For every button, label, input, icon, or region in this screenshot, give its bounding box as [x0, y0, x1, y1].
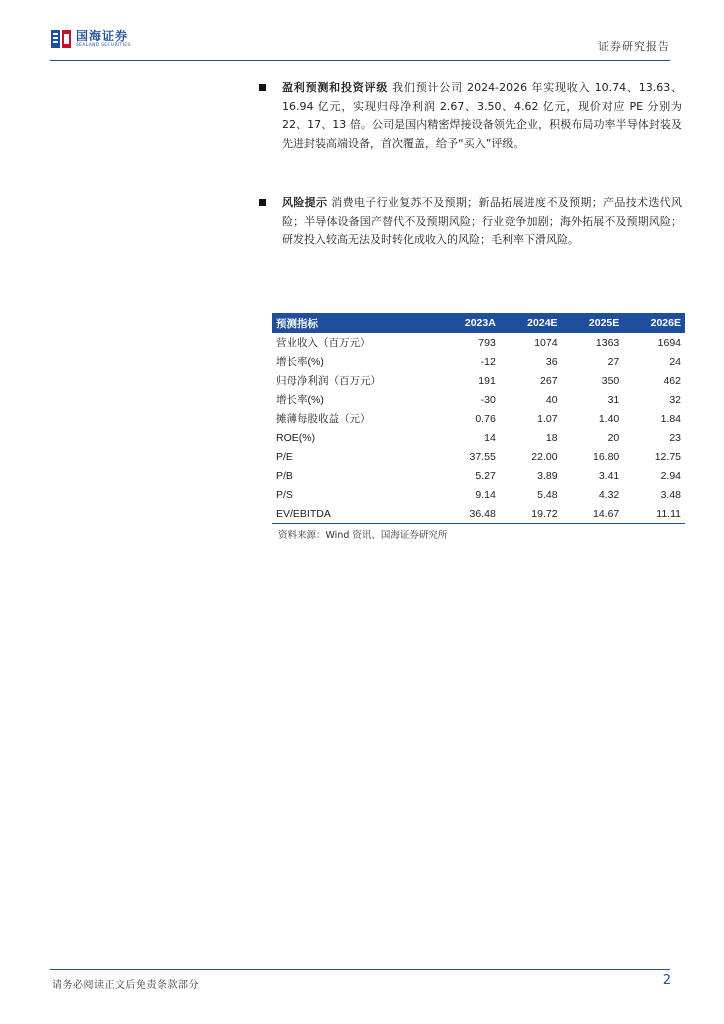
- table-cell: 3.89: [537, 469, 558, 482]
- table-cell: 22.00: [531, 450, 558, 463]
- table-row: [272, 504, 685, 524]
- table-row: [272, 352, 685, 371]
- table-cell: 11.11: [623, 504, 685, 524]
- table-cell: 36.48: [437, 504, 500, 524]
- table-row: [272, 390, 685, 409]
- header-divider: [50, 60, 670, 61]
- table-cell: 2.94: [660, 469, 681, 482]
- table-cell: 350: [601, 374, 620, 387]
- table-row: [272, 428, 685, 447]
- table-cell: 5.48: [537, 488, 558, 501]
- table-header-cell: 2023A: [437, 313, 500, 333]
- table-cell: 9.14: [475, 488, 496, 501]
- table-cell: 24: [669, 355, 681, 368]
- rating-heading: 盈利预测和投资评级: [282, 81, 389, 94]
- row-label: 增长率(%): [276, 356, 324, 368]
- table-cell: 1694: [657, 336, 681, 349]
- table-header-cell: 2026E: [623, 313, 685, 333]
- table-cell: 18: [545, 431, 558, 444]
- table-cell: 267: [540, 374, 558, 387]
- row-label: P/E: [276, 450, 293, 463]
- rating-text: 我们预计公司 2024-2026 年实现收入 10.74、13.63、16.94 亿元，实现归母净利润 2.67、3.50、4.62 亿元，现价对应 PE 分别为 22、17、13 倍。公司是国内精密焊接设备领先企业，积极布局功率半导体封装及先进封装高端设备，首次覆盖，给予“买入”评级。: [282, 81, 682, 150]
- page-number: 2: [662, 973, 671, 988]
- table-cell: 3.41: [598, 469, 620, 482]
- table-header-cell: 预测指标: [272, 313, 437, 333]
- table-cell: 36: [545, 355, 558, 368]
- row-label: P/S: [276, 488, 293, 501]
- disclaimer-note: 请务必阅读正文后免责条款部分: [52, 980, 199, 991]
- row-label: 增长率(%): [276, 394, 324, 406]
- table-cell: 3.48: [660, 488, 681, 501]
- table-header-row: [272, 313, 685, 333]
- logo-name-cn: 国海证券: [76, 29, 129, 43]
- table-cell: 23: [669, 431, 681, 444]
- table-source-note: 资料来源：Wind 资讯、国海证券研究所: [278, 530, 448, 541]
- row-label: 营业收入（百万元）: [276, 337, 371, 349]
- table-cell: 19.72: [500, 504, 562, 524]
- table-cell: 191: [478, 374, 496, 387]
- risk-heading: 风险提示: [282, 196, 328, 209]
- table-row: [272, 371, 685, 390]
- table-cell: 37.55: [469, 450, 496, 463]
- table-cell: 4.32: [598, 488, 620, 501]
- table-cell: 1074: [534, 336, 558, 349]
- footer-divider: [50, 969, 670, 970]
- table-cell: -30: [480, 393, 496, 406]
- company-logo: [50, 28, 131, 50]
- table-row: [272, 485, 685, 504]
- table-cell: -12: [480, 355, 496, 368]
- table-cell: 12.75: [654, 450, 681, 463]
- table-row: [272, 333, 685, 352]
- rating-paragraph: [282, 79, 682, 153]
- table-cell: 793: [478, 336, 496, 349]
- logo-icon: [50, 28, 72, 50]
- table-cell: 0.76: [475, 412, 496, 425]
- table-cell: 1.40: [598, 412, 620, 425]
- row-label: P/B: [276, 469, 293, 482]
- bullet-icon: [259, 199, 266, 206]
- page-header: [50, 28, 670, 60]
- logo-name-en: SEALAND SECURITIES: [76, 43, 131, 48]
- table-cell: 462: [663, 374, 681, 387]
- report-type-label: 证券研究报告: [598, 40, 670, 53]
- table-cell: 16.80: [592, 450, 620, 463]
- table-cell: 31: [607, 393, 620, 406]
- table-cell: 14: [484, 431, 496, 444]
- row-label: EV/EBITDA: [272, 504, 437, 524]
- table-row: [272, 447, 685, 466]
- bullet-icon: [259, 84, 266, 91]
- table-cell: 32: [669, 393, 681, 406]
- table-header-cell: 2024E: [500, 313, 562, 333]
- table-row: [272, 466, 685, 485]
- table-header-cell: 2025E: [562, 313, 624, 333]
- forecast-table: [272, 313, 685, 524]
- risk-text: 消费电子行业复苏不及预期；新品拓展进度不及预期；产品技术迭代风险；半导体设备国产替代不及预期风险；行业竞争加剧；海外拓展不及预期风险；研发投入较高无法及时转化成收入的风险；毛利率下滑风险。: [282, 196, 683, 246]
- table-cell: 40: [545, 393, 558, 406]
- table-cell: 1363: [595, 336, 620, 349]
- risk-paragraph: [282, 194, 682, 250]
- table-cell: 14.67: [562, 504, 624, 524]
- table-row: [272, 409, 685, 428]
- table-cell: 5.27: [475, 469, 496, 482]
- table-cell: 1.07: [537, 412, 558, 425]
- row-label: ROE(%): [276, 431, 316, 444]
- row-label: 摊薄每股收益（元）: [276, 413, 371, 425]
- table-cell: 27: [607, 355, 620, 368]
- table-cell: 1.84: [660, 412, 681, 425]
- table-cell: 20: [607, 431, 620, 444]
- row-label: 归母净利润（百万元）: [276, 375, 381, 387]
